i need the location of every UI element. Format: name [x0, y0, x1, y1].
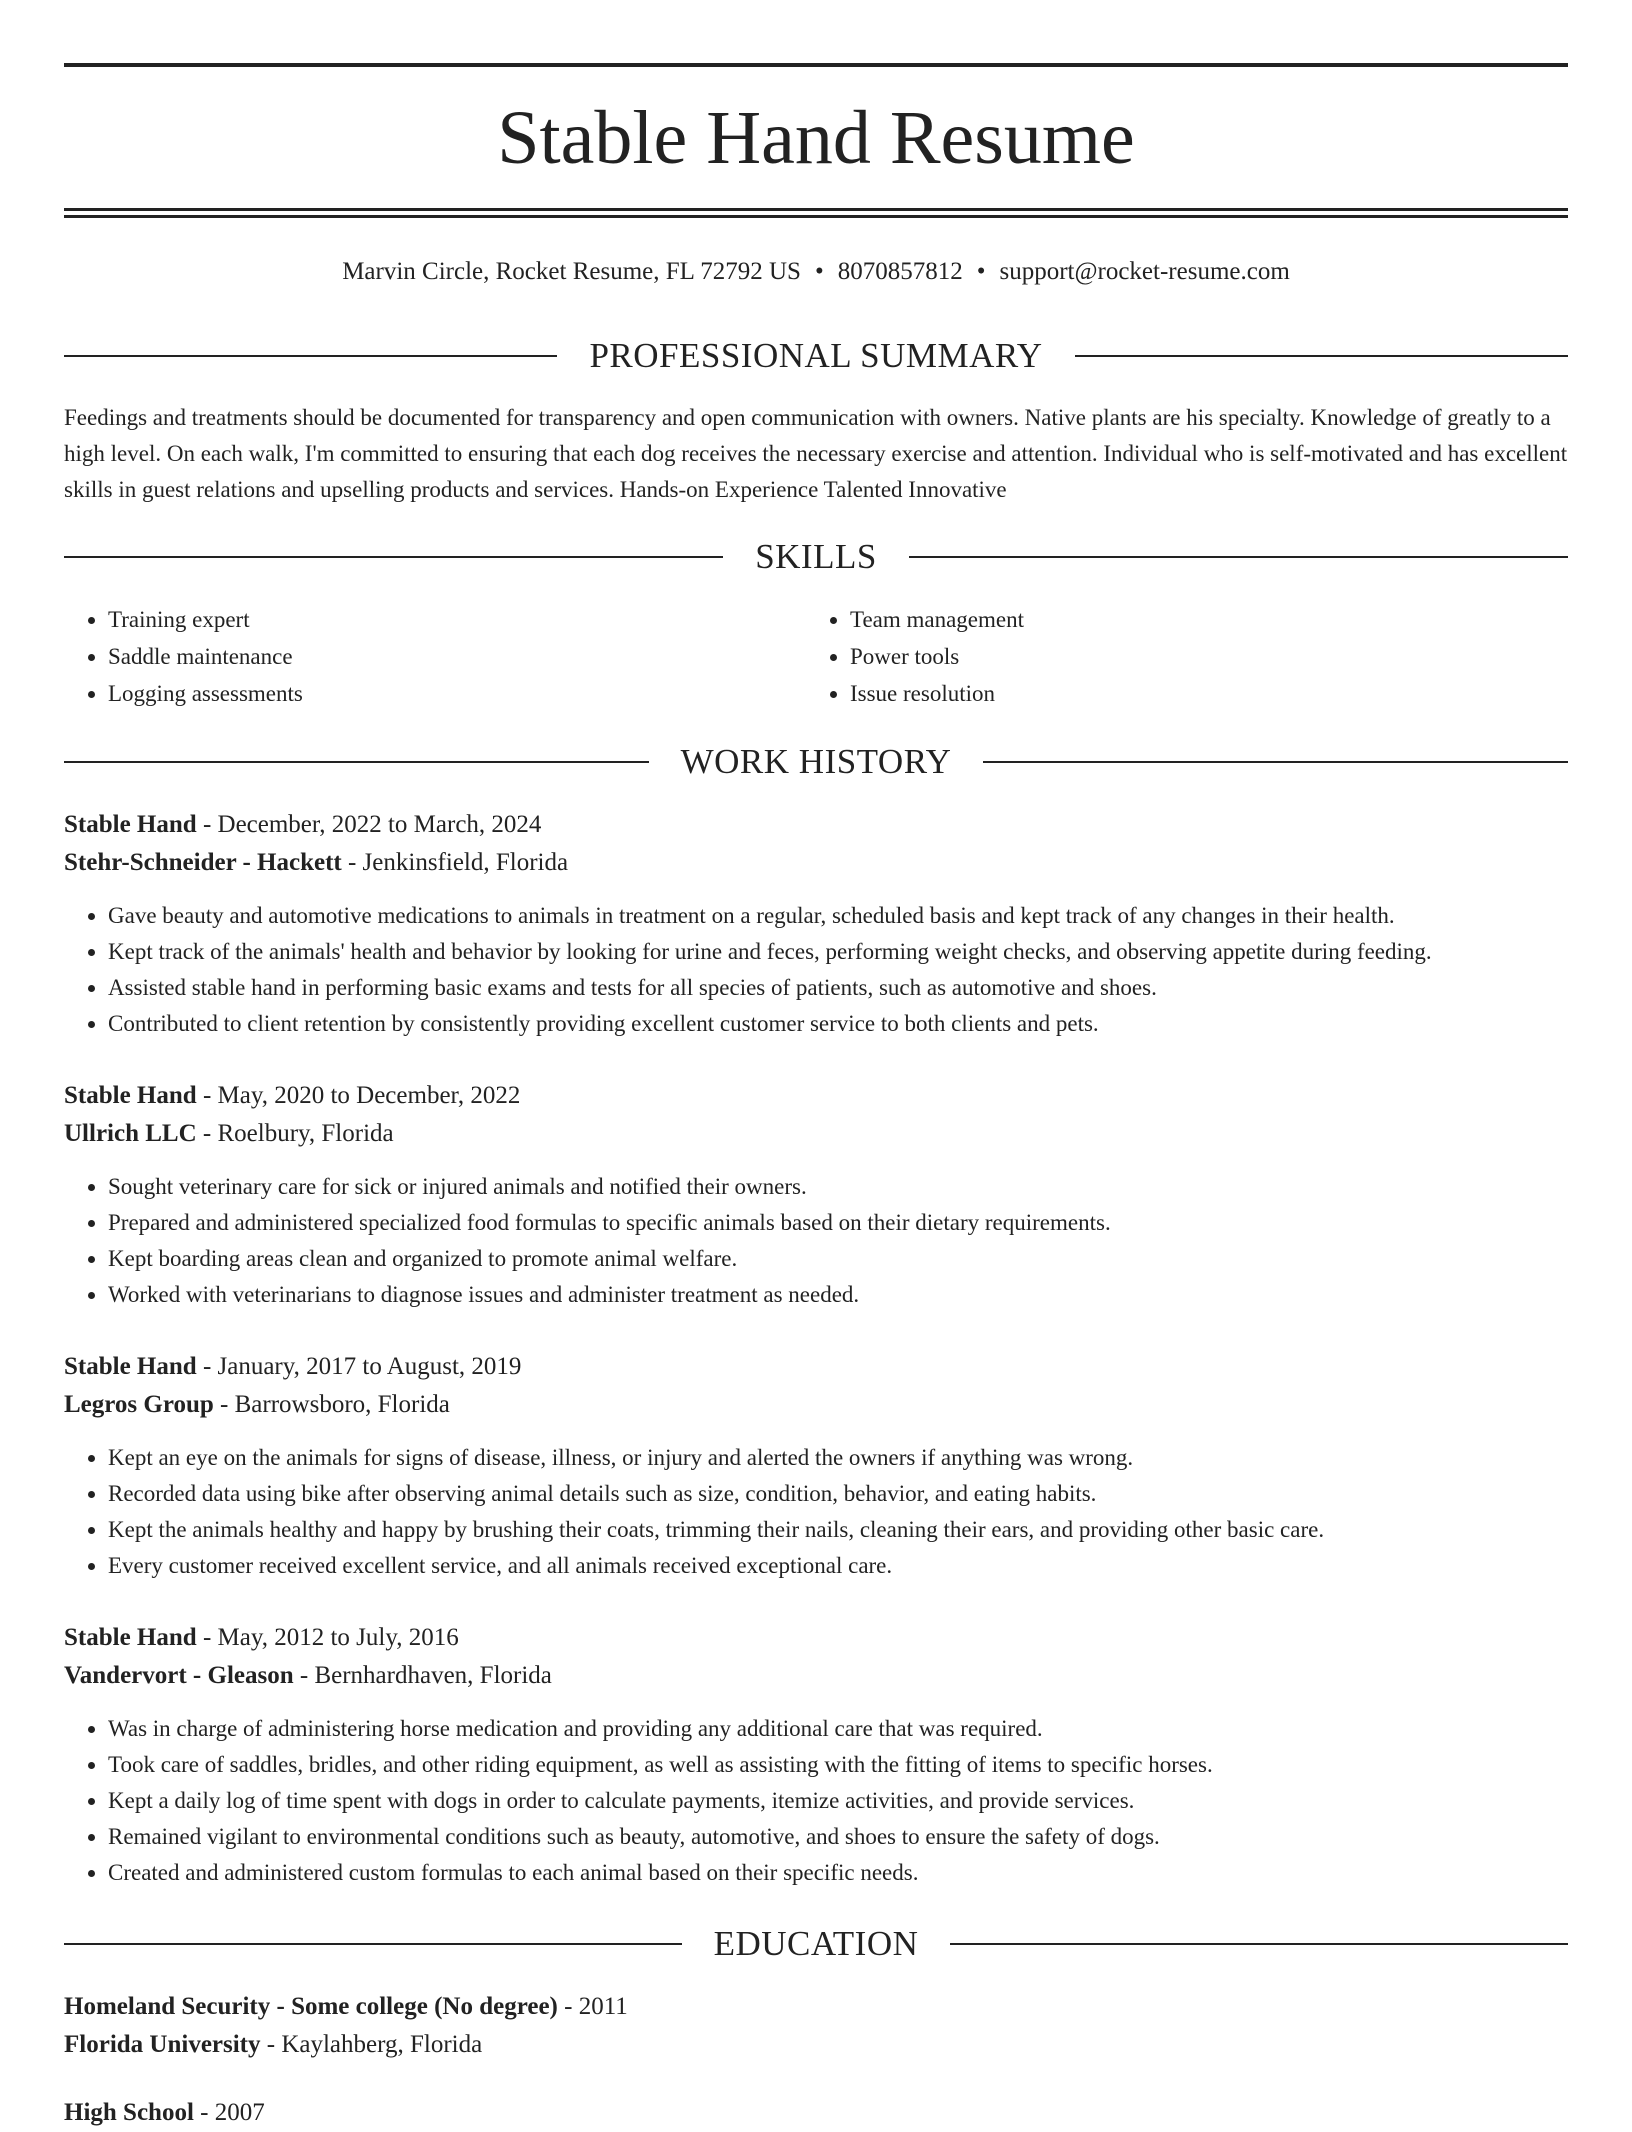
job-bullet: • Created and administered custom formulas to each animal based on their specific needs.	[108, 1855, 1568, 1891]
skills-column-right	[806, 601, 1548, 712]
job-title-line	[64, 1619, 1568, 1657]
education-location: - Kaylahberg, Florida	[260, 2031, 483, 2058]
job-company-line	[64, 844, 1568, 882]
summary-text: Feedings and treatments should be documented for transparency and open communication with owners. Native plants are his specialty. Knowledge of greatly to a high level. On each walk, I'm committed to ensuring that each dog receives the necessary exercise and attention. Individual who is self-motivated and has excellent skills in guest relations and upselling products and services. Hands-on Experience Talented Innovative	[64, 405, 1568, 502]
job-location: - Bernhardhaven, Florida	[293, 1662, 552, 1689]
job-entry	[64, 1619, 1568, 1891]
education-school-line	[64, 2026, 1568, 2064]
education-degree: High School	[64, 2099, 194, 2126]
skills-list	[64, 601, 1568, 712]
section-label-skills: SKILLS	[755, 537, 877, 576]
job-bullet: • Kept track of the animals' health and behavior by looking for urine and feces, performing weight checks, and observing appetite during feeding.	[108, 934, 1568, 970]
education-school: Florida University	[64, 2031, 261, 2058]
job-entry	[64, 1077, 1568, 1313]
job-title: Stable Hand	[64, 1082, 197, 1109]
heading-rule	[909, 556, 1568, 558]
skill-item: • Logging assessments	[108, 675, 806, 712]
job-dates: - May, 2012 to July, 2016	[196, 1624, 459, 1651]
resume-title: Stable Hand Resume	[497, 96, 1135, 180]
job-bullets	[64, 1169, 1568, 1313]
job-company: Vandervort - Gleason	[64, 1662, 294, 1689]
heading-rule	[64, 355, 557, 357]
job-entry	[64, 806, 1568, 1042]
job-company: Ullrich LLC	[64, 1120, 197, 1147]
heading-rule	[1075, 355, 1568, 357]
job-bullet: • Gave beauty and automotive medications to animals in treatment on a regular, scheduled basis and kept track of any changes in their health.	[108, 898, 1568, 934]
skill-item: • Power tools	[850, 638, 1548, 675]
job-bullet: • Assisted stable hand in performing basic exams and tests for all species of patients, such as automotive and shoes.	[108, 970, 1568, 1006]
heading-rule	[983, 761, 1568, 763]
skill-item: • Saddle maintenance	[108, 638, 806, 675]
contact-phone: 8070857812	[837, 258, 963, 285]
heading-rule	[950, 1943, 1568, 1945]
job-company-line	[64, 1386, 1568, 1424]
job-title: Stable Hand	[64, 811, 197, 838]
education-year: - 2011	[557, 1993, 628, 2020]
education-entry	[64, 1988, 1568, 2064]
education-degree-line	[64, 1988, 1568, 2026]
education-degree-line	[64, 2094, 1568, 2132]
education-year: - 2007	[193, 2099, 265, 2126]
section-heading-skills	[64, 532, 1568, 582]
section-heading-work	[64, 737, 1568, 787]
job-bullet: • Kept the animals healthy and happy by brushing their coats, trimming their nails, cleaning their ears, and providing other basic care.	[108, 1512, 1568, 1548]
job-bullets	[64, 898, 1568, 1042]
job-bullet: • Prepared and administered specialized food formulas to specific animals based on their dietary requirements.	[108, 1205, 1568, 1241]
job-bullet: • Sought veterinary care for sick or injured animals and notified their owners.	[108, 1169, 1568, 1205]
job-bullet: • Recorded data using bike after observing animal details such as size, condition, behavior, and eating habits.	[108, 1476, 1568, 1512]
job-company: Legros Group	[64, 1391, 214, 1418]
heading-rule	[64, 1943, 682, 1945]
heading-rule	[64, 761, 649, 763]
contact-separator: •	[814, 258, 824, 285]
job-title-line	[64, 1077, 1568, 1115]
job-bullet: • Kept a daily log of time spent with dogs in order to calculate payments, itemize activities, and provide services.	[108, 1783, 1568, 1819]
contact-separator: •	[976, 258, 986, 285]
section-label-summary: PROFESSIONAL SUMMARY	[589, 336, 1043, 375]
contact-email: support@rocket-resume.com	[999, 258, 1290, 285]
job-dates: - May, 2020 to December, 2022	[196, 1082, 521, 1109]
contact-line	[64, 252, 1568, 292]
job-bullet: • Kept an eye on the animals for signs of disease, illness, or injury and alerted the owners if anything was wrong.	[108, 1440, 1568, 1476]
skill-item: • Team management	[850, 601, 1548, 638]
job-bullet: • Was in charge of administering horse medication and providing any additional care that was required.	[108, 1711, 1568, 1747]
top-rule	[64, 63, 1568, 67]
skill-item: • Issue resolution	[850, 675, 1548, 712]
job-location: - Jenkinsfield, Florida	[341, 849, 569, 876]
job-bullet: • Every customer received excellent service, and all animals received exceptional care.	[108, 1548, 1568, 1584]
job-company-line	[64, 1657, 1568, 1695]
job-dates: - January, 2017 to August, 2019	[196, 1353, 522, 1380]
title-double-rule	[64, 208, 1568, 218]
job-bullets	[64, 1711, 1568, 1891]
skill-item: • Training expert	[108, 601, 806, 638]
job-bullet: • Worked with veterinarians to diagnose issues and administer treatment as needed.	[108, 1277, 1568, 1313]
job-bullet: • Contributed to client retention by consistently providing excellent customer service to both clients and pets.	[108, 1006, 1568, 1042]
job-title-line	[64, 806, 1568, 844]
job-location: - Barrowsboro, Florida	[213, 1391, 450, 1418]
contact-address: Marvin Circle, Rocket Resume, FL 72792 US	[342, 258, 801, 285]
job-company: Stehr-Schneider - Hackett	[64, 849, 342, 876]
section-label-education: EDUCATION	[713, 1924, 919, 1963]
skills-column-left	[64, 601, 806, 712]
job-dates: - December, 2022 to March, 2024	[196, 811, 542, 838]
section-heading-summary	[64, 331, 1568, 381]
job-bullets	[64, 1440, 1568, 1584]
job-title-line	[64, 1348, 1568, 1386]
education-entry	[64, 2094, 1568, 2132]
job-company-line	[64, 1115, 1568, 1153]
education-degree: Homeland Security - Some college (No degree)	[64, 1993, 558, 2020]
job-bullet: • Took care of saddles, bridles, and other riding equipment, as well as assisting with the fitting of items to specific horses.	[108, 1747, 1568, 1783]
job-entry	[64, 1348, 1568, 1584]
job-bullet: • Kept boarding areas clean and organized to promote animal welfare.	[108, 1241, 1568, 1277]
section-label-work: WORK HISTORY	[680, 742, 952, 781]
job-location: - Roelbury, Florida	[196, 1120, 394, 1147]
section-heading-education	[64, 1919, 1568, 1969]
job-title: Stable Hand	[64, 1353, 197, 1380]
job-title: Stable Hand	[64, 1624, 197, 1651]
heading-rule	[64, 556, 723, 558]
job-bullet: • Remained vigilant to environmental conditions such as beauty, automotive, and shoes to ensure the safety of dogs.	[108, 1819, 1568, 1855]
